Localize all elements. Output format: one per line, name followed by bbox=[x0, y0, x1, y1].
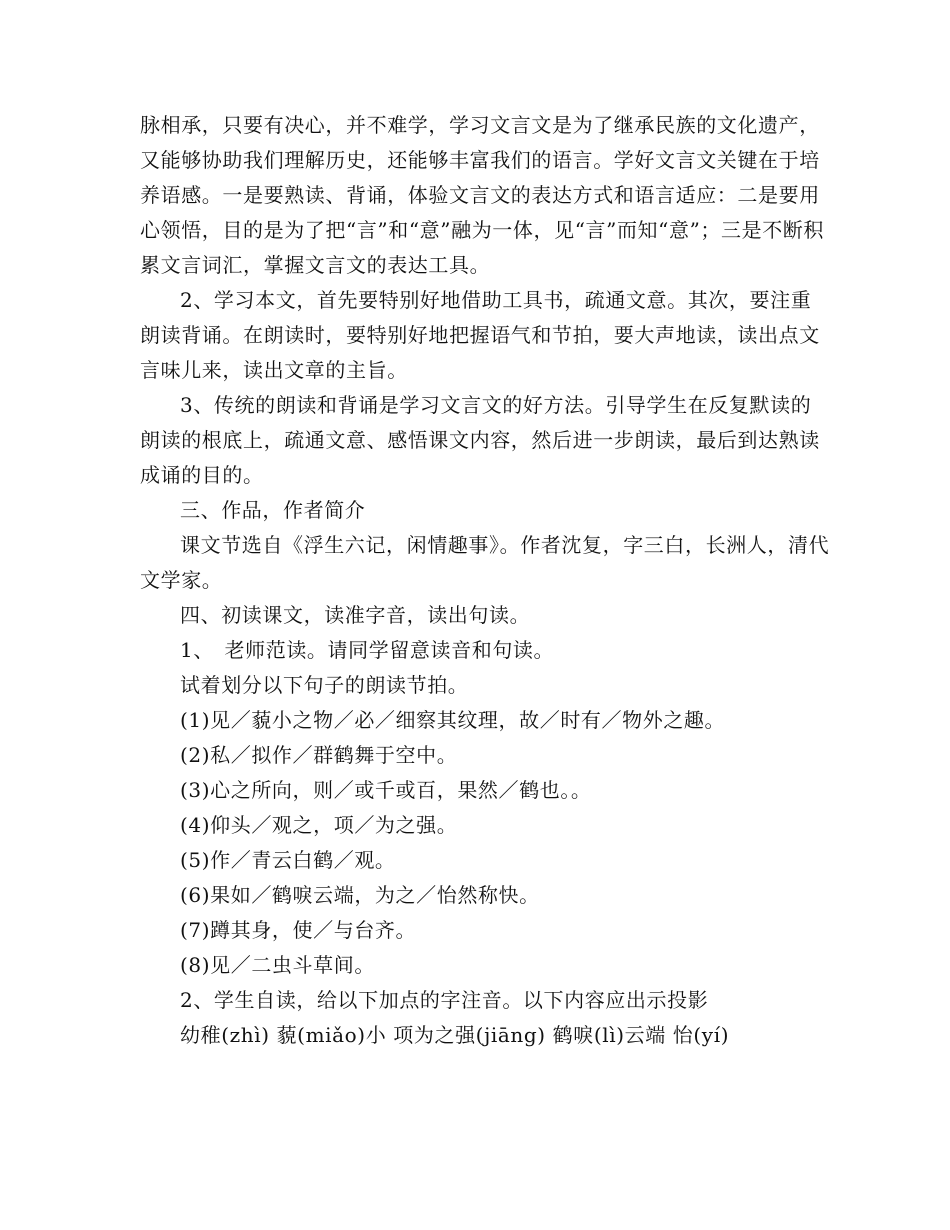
paragraph-self-reading: 2、学生自读，给以下加点的字注音。以下内容应出示投影 bbox=[180, 988, 709, 1012]
paragraph-rhythm-instruction: 试着划分以下句子的朗读节拍。 bbox=[180, 673, 469, 697]
paragraph-author-intro: 课文节选自《浮生六记，闲情趣事》。作者沈复，字三白，长洲人，清代文学家。 bbox=[140, 533, 830, 592]
sentence-item-3: (3)心之所向，则／或千或百，果然／鹤也。。 bbox=[180, 778, 592, 802]
sentence-item-2: (2)私／拟作／群鹤舞于空中。 bbox=[180, 743, 458, 767]
sentence-item-5: (5)作／青云白鹤／观。 bbox=[180, 848, 396, 872]
section-heading-reading: 四、初读课文，读准字音，读出句读。 bbox=[180, 603, 531, 627]
paragraph-teacher-reading: 1、 老师范读。请同学留意读音和句读。 bbox=[180, 638, 555, 662]
sentence-item-1: (1)见／藐小之物／必／细察其纹理，故／时有／物外之趣。 bbox=[180, 708, 726, 732]
sentence-item-4: (4)仰头／观之，项／为之强。 bbox=[180, 813, 458, 837]
document-body bbox=[140, 108, 830, 1053]
sentence-item-7: (7)蹲其身，使／与台齐。 bbox=[180, 918, 417, 942]
paragraph-continuation: 脉相承，只要有决心，并不难学，学习文言文是为了继承民族的文化遗产，又能够协助我们理解历史，还能够丰富我们的语言。学好文言文关键在于培养语感。一是要熟读、背诵，体验文言文的表达方式和语言适应：二是要用心领悟，目的是为了把“言”和“意”融为一体，见“言”而知“意”；三是不断积累文言词汇，掌握文言文的表达工具。 bbox=[140, 113, 824, 277]
paragraph-point-2: 2、学习本文，首先要特别好地借助工具书，疏通文意。其次，要注重朗读背诵。在朗读时，要特别好地把握语气和节拍，要大声地读，读出点文言味儿来，读出文章的主旨。 bbox=[140, 288, 820, 382]
paragraph-point-3: 3、传统的朗读和背诵是学习文言文的好方法。引导学生在反复默读的朗读的根底上，疏通文意、感悟课文内容，然后进一步朗读，最后到达熟读成诵的目的。 bbox=[140, 393, 820, 487]
sentence-item-6: (6)果如／鹤唳云端，为之／怡然称快。 bbox=[180, 883, 540, 907]
section-heading-author: 三、作品，作者简介 bbox=[180, 498, 366, 522]
sentence-item-8: (8)见／二虫斗草间。 bbox=[180, 953, 375, 977]
pronunciation-list: 幼稚(zhì) 藐(miǎo)小 项为之强(jiāng) 鹤唳(lì)云端 怡(yí) bbox=[180, 1023, 730, 1047]
